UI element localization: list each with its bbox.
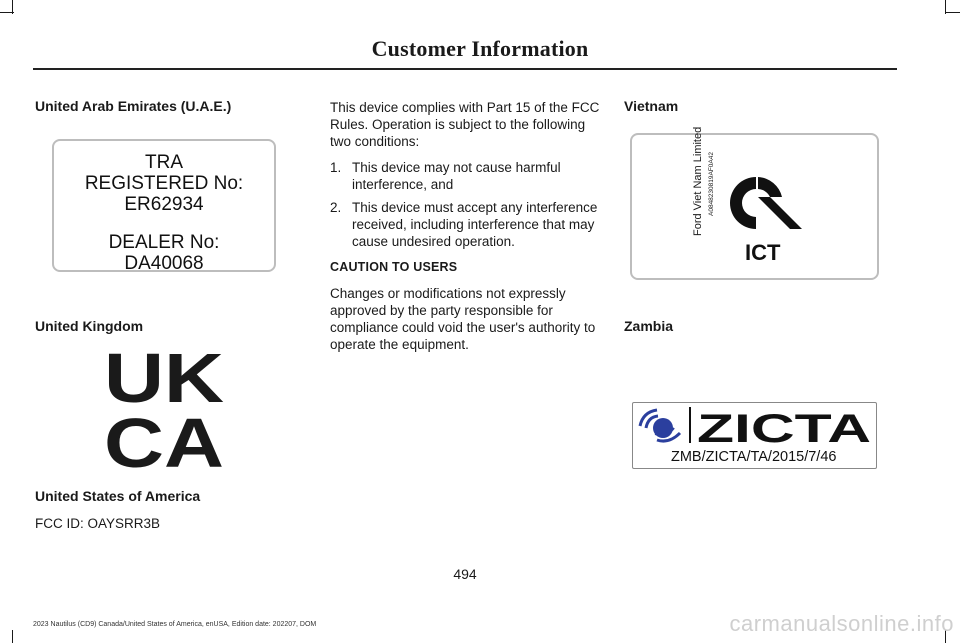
tra-line: ER62934 [124, 194, 204, 215]
usa-heading: United States of America [35, 488, 201, 504]
zicta-logo-text [697, 407, 873, 445]
fcc-intro: This device complies with Part 15 of the FCC Rules. Operation is subject to the following two conditions: [330, 100, 600, 149]
page-title: Customer Information [371, 36, 589, 61]
list-item [330, 159, 602, 193]
zambia-zicta-label [632, 402, 877, 469]
fcc-id: FCC ID: OAYSRR3B [35, 516, 161, 531]
ukca-line-ca: CA [104, 404, 224, 469]
fcc-conditions [330, 159, 602, 250]
vietnam-code: A0848230819AF0A42 [708, 152, 715, 216]
caution-text: Changes or modifications not expressly approved by the party responsible for compliance could void the user's authority to operate the equipment. [330, 286, 596, 352]
edition-info: 2023 Nautilus (CD9) Canada/United States of America, enUSA, Edition date: 202207, DOM [33, 621, 317, 628]
list-text: This device must accept any interference received, including interference that may cause undesired operation. [352, 200, 598, 249]
ukca-mark [102, 345, 226, 469]
zicta-emblem-icon [637, 406, 683, 444]
uk-heading: United Kingdom [35, 318, 144, 334]
caution-heading: CAUTION TO USERS [330, 260, 458, 274]
watermark: carmanualsonline.info [729, 611, 954, 636]
vietnam-company: Ford Viet Nam Limited [692, 126, 704, 236]
tra-line: REGISTERED No: [84, 173, 244, 194]
vietnam-heading: Vietnam [624, 98, 679, 114]
page-number: 494 [453, 566, 477, 582]
list-text: This device may not cause harmful interference, and [352, 160, 561, 192]
header-rule [33, 68, 897, 70]
zicta-logo-word: ZICTA [697, 407, 871, 445]
zicta-separator [689, 407, 691, 443]
ukca-line-uk: UK [104, 345, 224, 417]
list-number: 1. [330, 160, 342, 175]
uae-tra-label [52, 139, 276, 272]
ict-mark-text: ICT [745, 240, 781, 265]
vietnam-ict-label [630, 126, 879, 280]
list-item [330, 199, 602, 250]
fcc-statement [330, 99, 602, 362]
crop-mark [0, 12, 14, 13]
tra-line: DEALER No: [108, 232, 220, 253]
crop-mark [12, 630, 13, 643]
zambia-heading: Zambia [624, 318, 674, 334]
zicta-registration: ZMB/ZICTA/TA/2015/7/46 [671, 449, 837, 465]
tra-line: DA40068 [124, 253, 204, 274]
crop-mark [946, 12, 960, 13]
list-number: 2. [330, 200, 342, 215]
tra-line: TRA [145, 152, 183, 173]
uae-heading: United Arab Emirates (U.A.E.) [35, 98, 232, 114]
ict-q-logo [724, 175, 814, 231]
